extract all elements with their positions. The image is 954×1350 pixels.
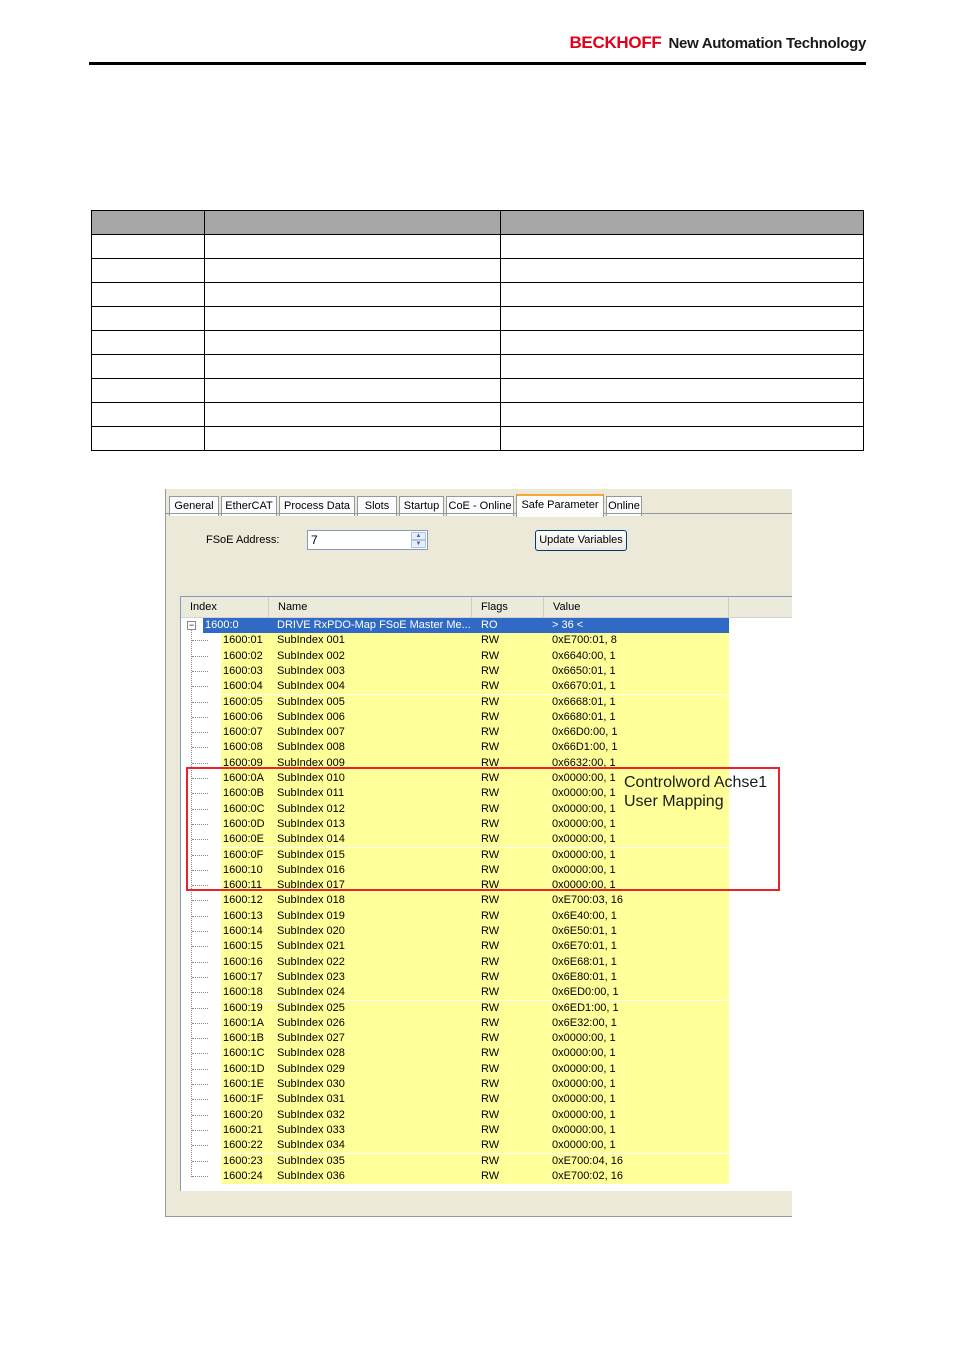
brand-header [569,33,866,53]
cell-value: 0x6E70:01, 1 [552,940,617,953]
cell-flags: RW [481,1108,500,1121]
cell-value: > 36 < [552,619,584,631]
cell-flags: RW [481,680,500,693]
cell-name: SubIndex 009 [277,756,345,769]
cell-index: 1600:10 [223,863,263,876]
column-name[interactable]: Name [269,597,472,617]
table-cell [92,427,205,451]
cell-value: 0x0000:00, 1 [552,787,616,800]
table-row[interactable] [221,664,729,679]
cell-name: SubIndex 033 [277,1123,345,1136]
table-row[interactable] [221,633,729,648]
cell-name: SubIndex 001 [277,634,345,647]
cell-name: SubIndex 017 [277,879,345,892]
cell-index: 1600:1D [223,1062,265,1075]
table-row[interactable] [221,1001,729,1016]
cell-name: SubIndex 021 [277,940,345,953]
cell-value: 0x6640:00, 1 [552,649,616,662]
table-cell [92,259,205,283]
table-cell [92,355,205,379]
tree-branch [192,747,208,748]
tree-branch [192,702,208,703]
cell-index: 1600:21 [223,1123,263,1136]
parameter-grid [180,596,792,1191]
cell-flags: RW [481,664,500,677]
cell-index: 1600:24 [223,1169,263,1182]
table-row[interactable] [221,1062,729,1077]
tree-branch [192,1069,208,1070]
cell-flags: RW [481,955,500,968]
cell-flags: RW [481,909,500,922]
cell-index: 1600:0F [223,848,264,861]
tree-branch [192,946,208,947]
cell-value: 0x6E50:01, 1 [552,925,617,937]
table-row[interactable] [221,1077,729,1092]
tree-branch [192,656,208,657]
table-cell [205,403,500,427]
cell-flags: RW [481,787,500,800]
column-value[interactable]: Value [544,597,729,617]
cell-index: 1600:04 [223,680,263,693]
table-cell [500,331,863,355]
cell-value: 0x0000:00, 1 [552,772,616,784]
cell-flags: RW [481,726,500,739]
tree-branch [192,1038,208,1039]
column-flags[interactable]: Flags [472,597,544,617]
cell-index: 1600:12 [223,894,263,907]
cell-flags: RW [481,863,500,876]
tab-process-data[interactable]: Process Data [279,496,355,516]
brand-tagline: New Automation Technology [668,35,866,52]
cell-flags: RW [481,1016,500,1029]
tree-root-row[interactable] [203,618,729,633]
cell-flags: RW [481,1001,500,1014]
table-row[interactable] [221,740,729,755]
tree-branch [192,763,208,764]
table-row[interactable] [221,985,729,1000]
cell-index: 1600:1A [223,1016,264,1029]
table-row[interactable] [221,1092,729,1107]
cell-value: 0x6E80:01, 1 [552,970,617,983]
cell-flags: RW [481,1139,500,1152]
tree-branch [192,1115,208,1116]
cell-name: SubIndex 010 [277,772,345,784]
cell-flags: RW [481,756,500,769]
cell-value: 0x0000:00, 1 [552,1078,616,1090]
cell-flags: RW [481,802,500,815]
table-row[interactable] [221,955,729,970]
spin-down-icon[interactable]: ▼ [411,540,426,548]
cell-value: 0x0000:00, 1 [552,817,616,830]
update-variables-button[interactable]: Update Variables [535,530,627,551]
table-row[interactable] [221,924,729,939]
table-row [92,307,864,331]
cell-flags: RW [481,879,500,892]
tree-branch [192,640,208,641]
tree-branch [192,1130,208,1131]
table-row [92,283,864,307]
table-row[interactable] [221,1154,729,1169]
table-row [92,403,864,427]
column-index[interactable]: Index [181,597,269,617]
collapse-icon[interactable]: − [188,620,195,630]
table-row[interactable] [221,649,729,664]
table-row[interactable] [221,1031,729,1046]
tab-ethercat[interactable]: EtherCAT [221,496,277,516]
cell-index: 1600:03 [223,664,263,677]
cell-flags: RW [481,970,500,983]
tree-line [191,630,192,1177]
fsoe-address-label: FSoE Address: [206,534,280,546]
tree-branch [192,686,208,687]
cell-value: 0x0000:00, 1 [552,1032,616,1045]
header-rule [89,62,866,65]
cell-name: SubIndex 025 [277,1001,345,1014]
cell-index: 1600:07 [223,726,263,739]
cell-name: SubIndex 007 [277,726,345,739]
tree-branch [192,1053,208,1054]
cell-name: SubIndex 006 [277,710,345,723]
table-row[interactable] [221,1016,729,1031]
cell-index: 1600:1F [223,1093,264,1106]
cell-index: 1600:06 [223,710,263,723]
table-row[interactable] [221,1123,729,1138]
tree-branch [192,1176,208,1177]
table-cell [92,403,205,427]
cell-name: SubIndex 018 [277,894,345,907]
cell-name: SubIndex 008 [277,741,345,754]
tree-branch [192,992,208,993]
grid-header [181,597,792,618]
cell-value: 0x6632:00, 1 [552,756,616,769]
cell-flags: RW [481,1047,500,1060]
table-row[interactable] [221,1108,729,1123]
cell-index: 1600:0 [205,619,239,631]
cell-index: 1600:02 [223,649,263,662]
table-row [92,331,864,355]
tree-branch [192,1161,208,1162]
tab-safe-parameter[interactable]: Safe Parameter [516,494,604,517]
cell-flags: RW [481,848,500,861]
tab-startup[interactable]: Startup [399,496,444,516]
cell-index: 1600:14 [223,925,263,937]
table-row[interactable] [221,1046,729,1061]
table-row[interactable] [221,710,729,725]
table-cell [500,403,863,427]
tab-general[interactable]: General [169,496,219,516]
table-row[interactable] [221,939,729,954]
cell-name: SubIndex 014 [277,833,345,846]
cell-name: SubIndex 011 [277,787,345,800]
cell-index: 1600:20 [223,1108,263,1121]
table-cell [205,235,500,259]
cell-index: 1600:11 [223,879,262,892]
table-row[interactable] [221,909,729,924]
cell-value: 0x0000:00, 1 [552,879,616,892]
cell-flags: RW [481,695,500,708]
cell-name: SubIndex 035 [277,1154,345,1167]
cell-flags: RO [481,619,498,631]
tree-branch [192,931,208,932]
cell-value: 0x6E32:00, 1 [552,1016,617,1029]
table-row[interactable] [221,1169,729,1184]
table-cell [500,283,863,307]
tree-branch [192,916,208,917]
cell-name: SubIndex 031 [277,1093,345,1106]
cell-index: 1600:0A [223,772,264,784]
cell-name: SubIndex 019 [277,909,345,922]
cell-name: SubIndex 015 [277,848,345,861]
cell-index: 1600:0B [223,787,264,800]
cell-flags: RW [481,925,500,937]
cell-index: 1600:1B [223,1032,264,1045]
cell-flags: RW [481,986,500,999]
cell-value: 0x0000:00, 1 [552,1139,616,1152]
callout-text [624,773,767,811]
tree-branch [192,900,208,901]
cell-index: 1600:18 [223,986,263,999]
cell-index: 1600:15 [223,940,263,953]
tree-branch [192,1008,208,1009]
table-cell [205,283,500,307]
cell-value: 0x0000:00, 1 [552,1123,616,1136]
table-row [92,259,864,283]
cell-name: SubIndex 003 [277,664,345,677]
fsoe-address-spinner[interactable] [411,532,426,548]
cell-value: 0x6E68:01, 1 [552,955,617,968]
tree-branch [192,977,208,978]
cell-value: 0x6ED1:00, 1 [552,1001,619,1014]
cell-name: SubIndex 013 [277,817,345,830]
brand-name: BECKHOFF [569,33,662,52]
fsoe-address-value: 7 [311,533,318,547]
cell-index: 1600:0C [223,802,265,815]
cell-value: 0x6650:01, 1 [552,664,616,677]
table-cell [92,307,205,331]
cell-flags: RW [481,817,500,830]
cell-name: SubIndex 036 [277,1169,345,1182]
cell-flags: RW [481,1093,500,1106]
cell-name: SubIndex 016 [277,863,345,876]
table-cell [500,211,863,235]
cell-index: 1600:1C [223,1047,265,1060]
cell-name: SubIndex 024 [277,986,345,999]
table-cell [500,235,863,259]
table-cell [500,307,863,331]
cell-flags: RW [481,1032,500,1045]
tree-branch [192,1099,208,1100]
tree-branch [192,962,208,963]
cell-index: 1600:23 [223,1154,263,1167]
cell-value: 0x66D1:00, 1 [552,741,618,754]
cell-flags: RW [481,833,500,846]
cell-flags: RW [481,649,500,662]
cell-name: DRIVE RxPDO-Map FSoE Master Me... [277,619,471,631]
table-row[interactable] [221,725,729,740]
cell-name: SubIndex 020 [277,925,345,937]
cell-index: 1600:05 [223,695,263,708]
tab-online[interactable]: Online [606,496,642,516]
table-row [92,235,864,259]
table-header-row [92,211,864,235]
cell-value: 0x0000:00, 1 [552,1108,616,1121]
table-cell [500,355,863,379]
cell-value: 0x0000:00, 1 [552,1047,616,1060]
cell-value: 0x6ED0:00, 1 [552,986,619,999]
cell-name: SubIndex 034 [277,1139,345,1152]
table-row [92,379,864,403]
cell-name: SubIndex 022 [277,955,345,968]
table-row[interactable] [221,970,729,985]
cell-flags: RW [481,940,500,953]
table-cell [500,427,863,451]
table-cell [205,379,500,403]
empty-table [91,210,864,451]
cell-value: 0x6E40:00, 1 [552,909,617,922]
cell-name: SubIndex 032 [277,1108,345,1121]
table-cell [500,259,863,283]
table-row [92,355,864,379]
cell-value: 0x6670:01, 1 [552,680,616,693]
cell-flags: RW [481,1169,500,1182]
cell-index: 1600:0D [223,817,265,830]
tree-branch [192,1023,208,1024]
cell-flags: RW [481,634,500,647]
table-cell [92,211,205,235]
cell-index: 1600:13 [223,909,263,922]
cell-flags: RW [481,772,500,784]
table-row[interactable] [221,695,729,710]
table-row[interactable] [221,679,729,694]
cell-name: SubIndex 029 [277,1062,345,1075]
cell-flags: RW [481,741,500,754]
cell-value: 0x6680:01, 1 [552,710,616,723]
table-cell [205,331,500,355]
table-cell [92,283,205,307]
cell-name: SubIndex 005 [277,695,345,708]
cell-name: SubIndex 004 [277,680,345,693]
spin-up-icon[interactable]: ▲ [411,532,426,540]
cell-index: 1600:16 [223,955,263,968]
cell-value: 0x0000:00, 1 [552,863,616,876]
cell-name: SubIndex 012 [277,802,345,815]
cell-value: 0xE700:04, 16 [552,1154,623,1167]
cell-name: SubIndex 026 [277,1016,345,1029]
table-cell [205,211,500,235]
tree-branch [192,1084,208,1085]
cell-index: 1600:1E [223,1078,264,1090]
table-cell [500,379,863,403]
table-cell [205,259,500,283]
table-row [92,427,864,451]
tree-branch [192,717,208,718]
cell-name: SubIndex 002 [277,649,345,662]
cell-index: 1600:09 [223,756,263,769]
tab-coe-online[interactable]: CoE - Online [446,496,514,516]
cell-flags: RW [481,894,500,907]
tree-branch [192,732,208,733]
cell-index: 1600:0E [223,833,264,846]
cell-name: SubIndex 027 [277,1032,345,1045]
fsoe-address-input[interactable] [307,530,428,550]
cell-index: 1600:17 [223,970,263,983]
cell-flags: RW [481,710,500,723]
cell-name: SubIndex 028 [277,1047,345,1060]
cell-value: 0xE700:02, 16 [552,1169,623,1182]
table-cell [92,379,205,403]
tree-branch [192,1145,208,1146]
table-cell [205,355,500,379]
cell-value: 0x0000:00, 1 [552,1062,616,1075]
cell-value: 0x0000:00, 1 [552,802,616,815]
cell-value: 0xE700:03, 16 [552,894,623,907]
cell-name: SubIndex 030 [277,1078,345,1090]
tab-strip [166,494,792,514]
cell-value: 0x0000:00, 1 [552,1093,616,1106]
cell-value: 0x6668:01, 1 [552,695,616,708]
cell-index: 1600:19 [223,1001,263,1014]
tab-strip-line [166,513,792,514]
cell-index: 1600:01 [223,634,263,647]
cell-flags: RW [481,1123,500,1136]
cell-value: 0x66D0:00, 1 [552,726,618,739]
tab-slots[interactable]: Slots [357,496,397,516]
table-cell [92,235,205,259]
cell-index: 1600:08 [223,741,263,754]
callout-line-1: Controlword Achse1 [624,774,768,791]
callout-line-2: User Mapping [624,793,724,810]
cell-flags: RW [481,1154,500,1167]
table-cell [92,331,205,355]
cell-index: 1600:22 [223,1139,263,1152]
table-row[interactable] [221,1138,729,1153]
cell-name: SubIndex 023 [277,970,345,983]
table-cell [205,427,500,451]
cell-value: 0x0000:00, 1 [552,833,616,846]
table-row[interactable] [221,893,729,908]
cell-flags: RW [481,1078,500,1090]
cell-flags: RW [481,1062,500,1075]
tree-branch [192,671,208,672]
cell-value: 0x0000:00, 1 [552,848,616,861]
cell-value: 0xE700:01, 8 [552,634,617,647]
table-cell [205,307,500,331]
